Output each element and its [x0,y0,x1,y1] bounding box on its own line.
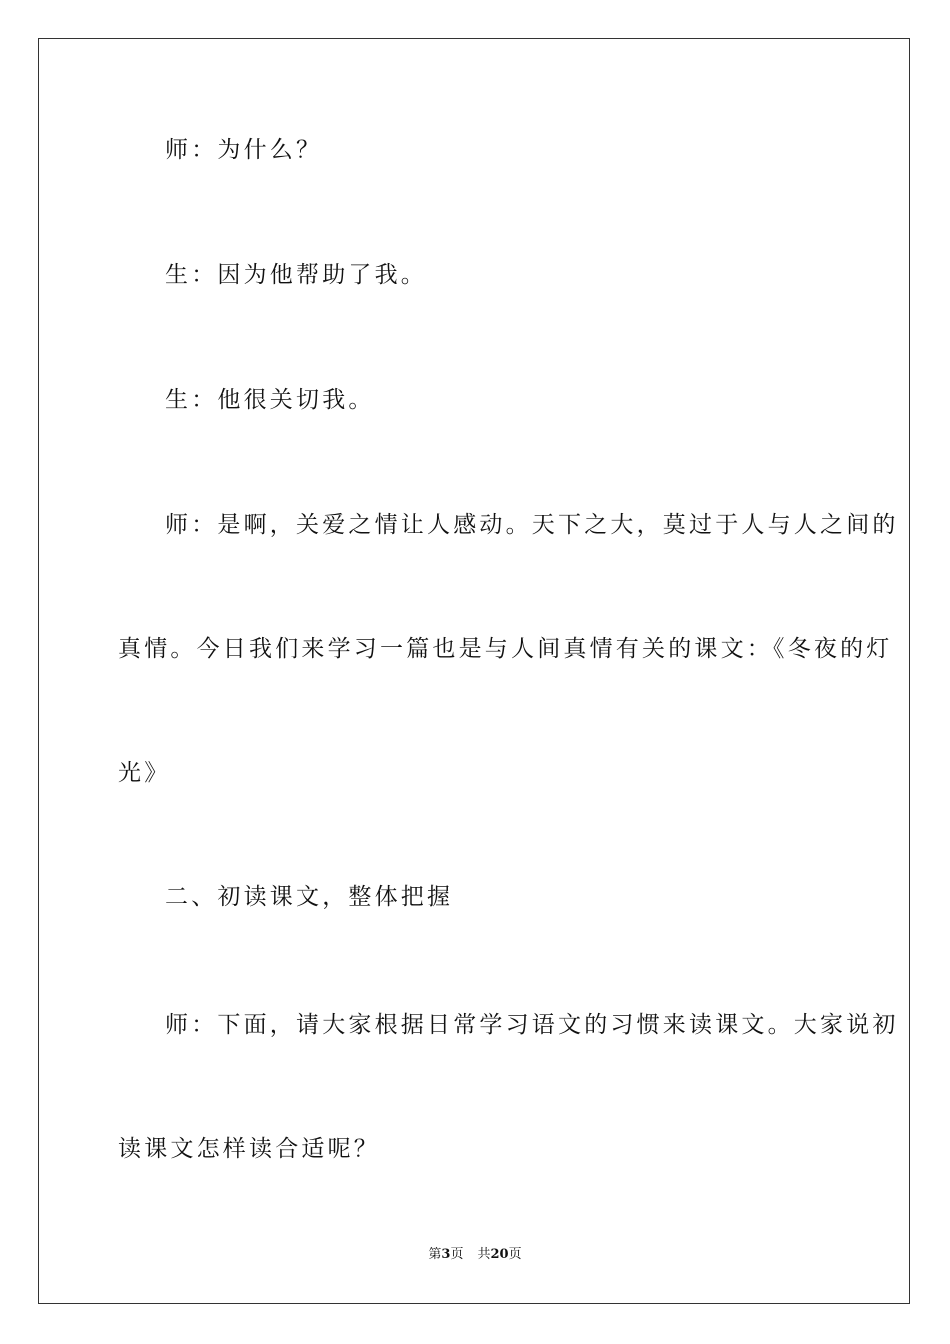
paragraph-line: 光》 [118,760,171,786]
page-number: 3 [441,1247,451,1262]
total-label-prefix: 共 [477,1247,491,1262]
section-heading: 二、初读课文，整体把握 [165,884,454,910]
paragraph-line: 生：他很关切我。 [165,387,375,413]
paragraph-line: 师：下面，请大家根据日常学习语文的习惯来读课文。大家说初 [165,1012,899,1038]
page-border [38,38,910,1304]
total-pages: 20 [490,1247,509,1262]
paragraph-line: 真情。今日我们来学习一篇也是与人间真情有关的课文：《冬夜的灯 [118,636,893,662]
page-footer [0,1246,950,1264]
paragraph-line: 师：是啊，关爱之情让人感动。天下之大，莫过于人与人之间的 [165,512,899,538]
total-label-suffix: 页 [508,1247,522,1262]
paragraph-line: 读课文怎样读合适呢？ [118,1136,380,1162]
page-label-prefix: 第 [428,1247,442,1262]
page-label-suffix: 页 [450,1247,464,1262]
paragraph-line: 师：为什么？ [165,137,323,163]
paragraph-line: 生：因为他帮助了我。 [165,262,427,288]
